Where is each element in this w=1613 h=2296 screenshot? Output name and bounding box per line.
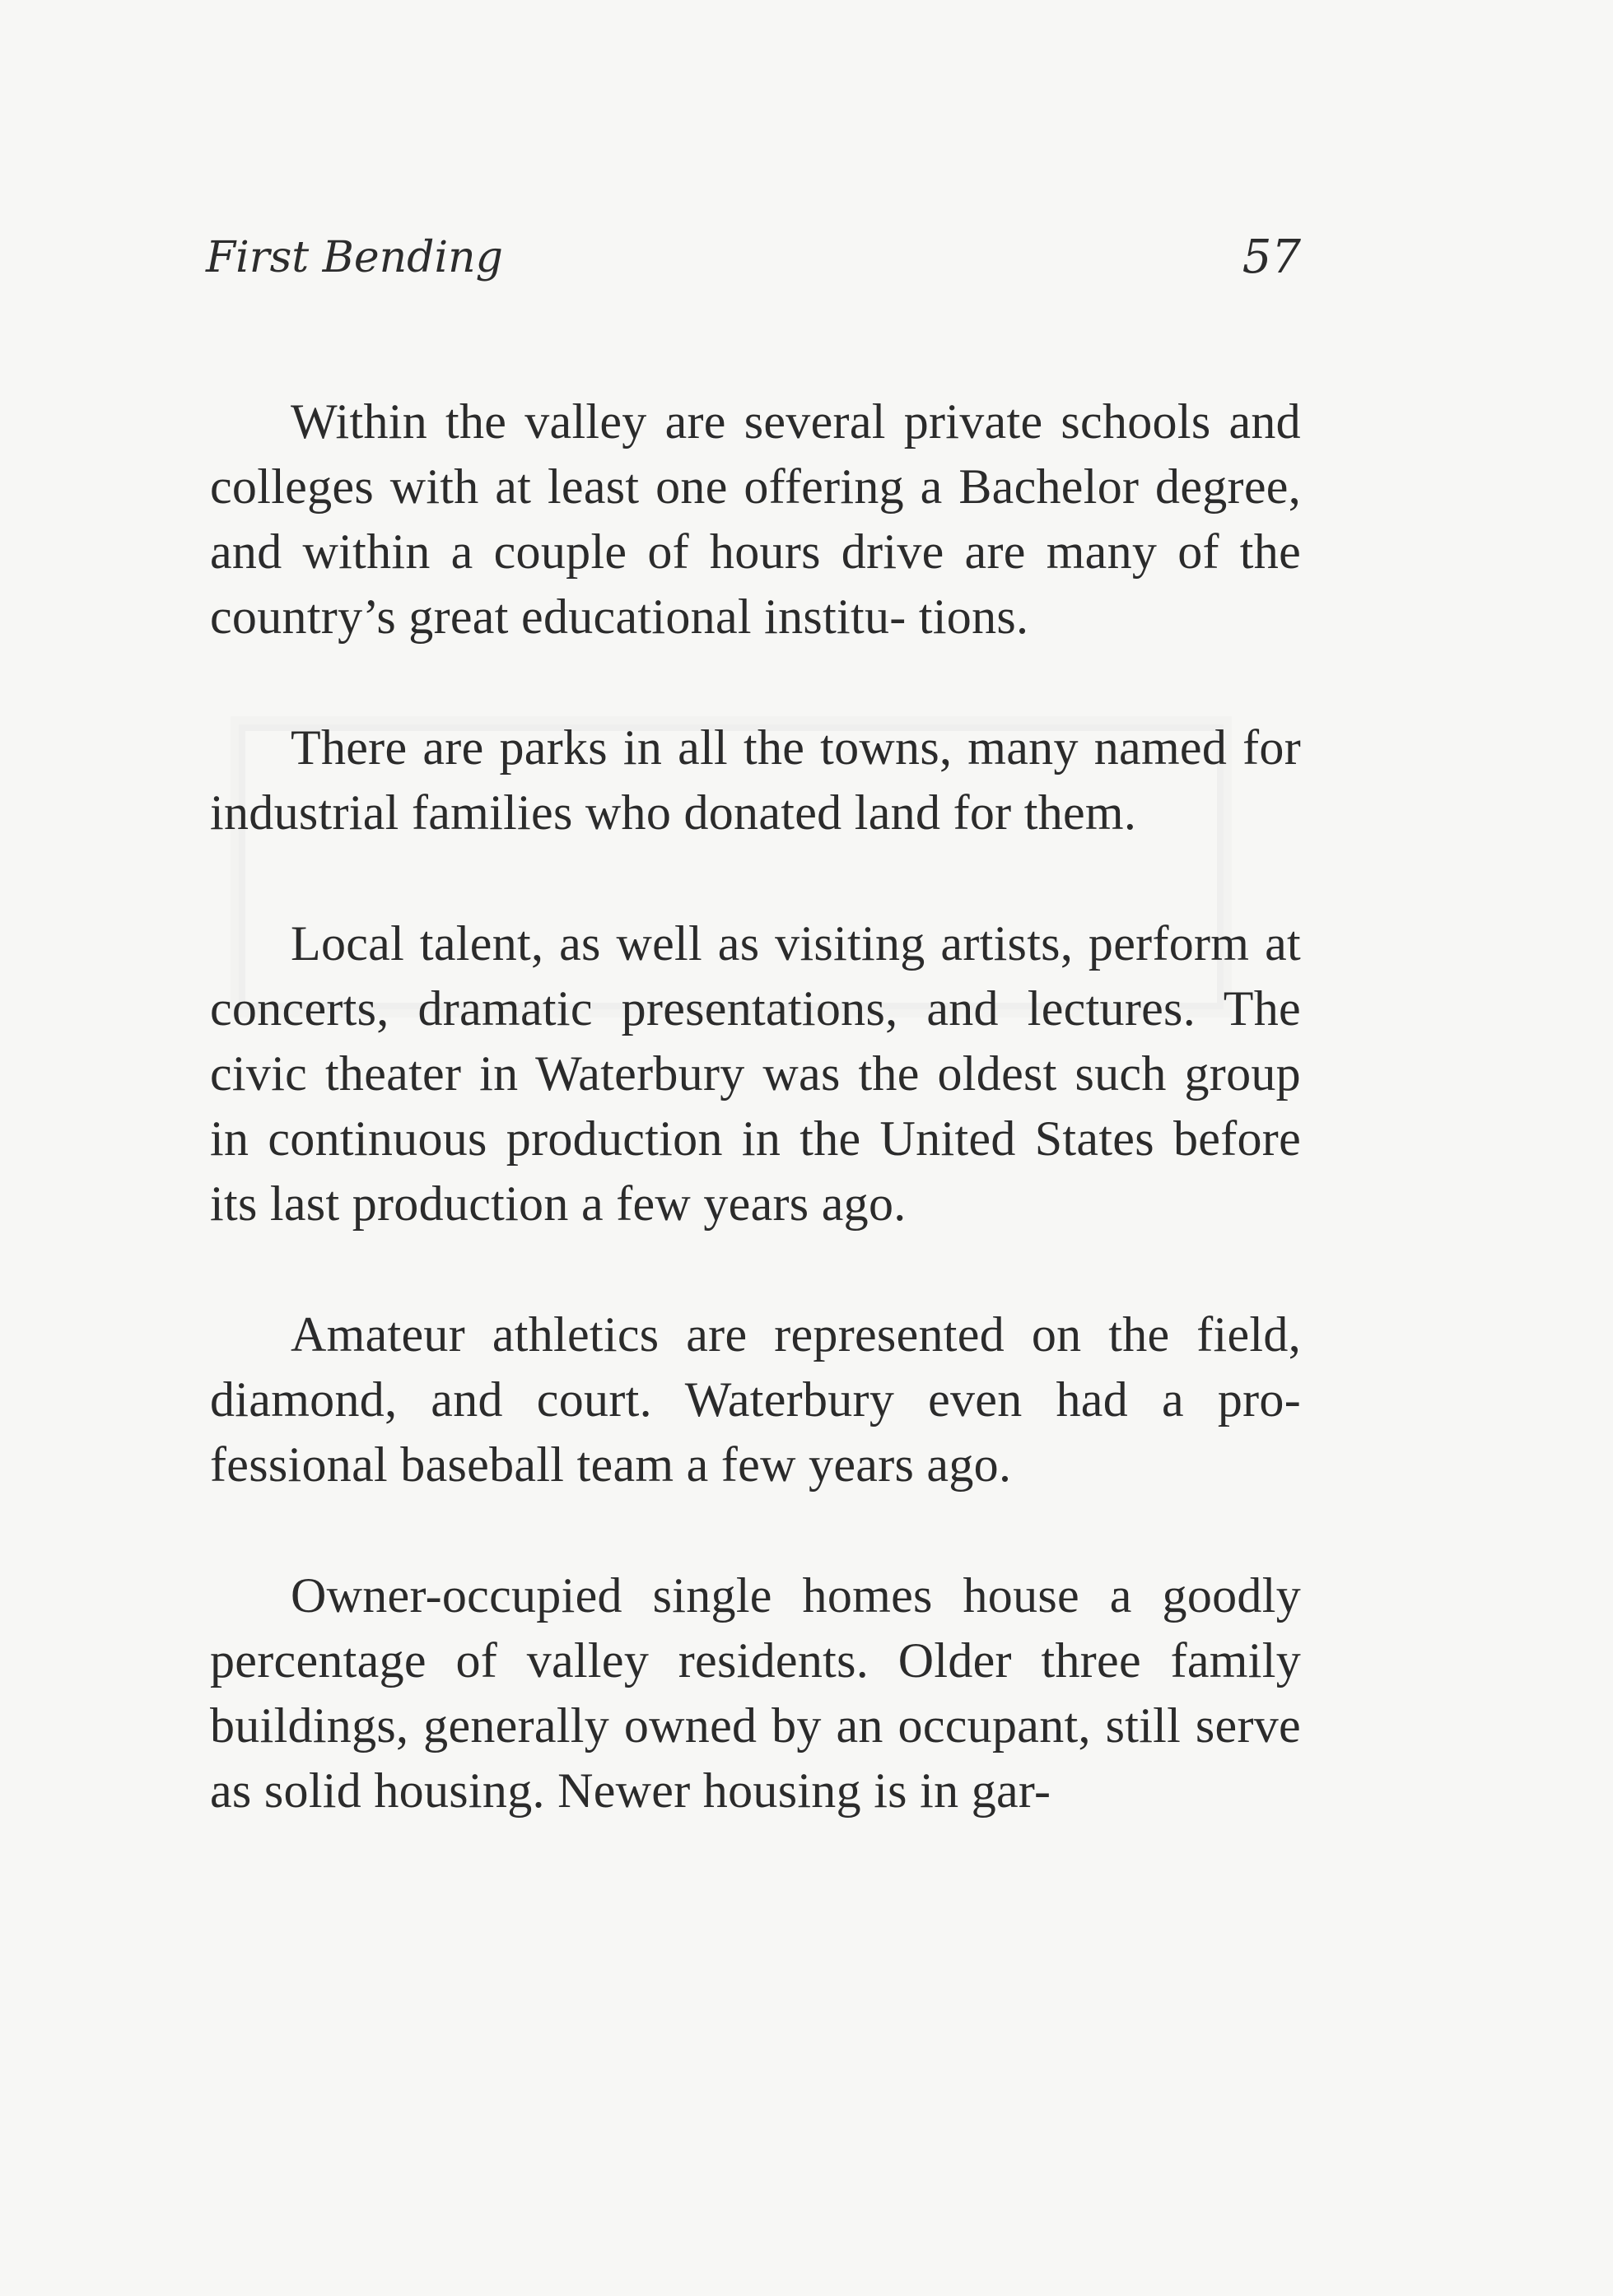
paragraph-schools: Within the valley are several private schools and colleges with at least one offering a Bachelor degree, and within a couple of hours drive are many of the country’s great educational institu- tions. [210,394,1301,644]
running-title: First Bending [206,233,503,282]
paragraph-athletics: Amateur athletics are represented on the field, diamond, and court. Waterbury even had a pro- fessional baseball team a few years ago. [210,1307,1301,1492]
body-text [210,389,1301,1823]
running-head [206,229,1301,295]
page-number: 57 [1242,231,1301,284]
paragraph-housing: Owner-occupied single homes house a goodly percentage of valley residents. Older three family buildings, generally owned by an occupant, still serve as solid housing. Newer housing is in gar- [210,1568,1301,1818]
paragraph-parks: There are parks in all the towns, many named for industrial families who donated land for them. [210,720,1301,840]
paragraph-local-talent: Local talent, as well as visiting artists, perform at concerts, dramatic presentations, and lectures. The civic theater in Waterbury was the oldest such group in continuous production in the United States before its last production a few years ago. [210,916,1301,1231]
